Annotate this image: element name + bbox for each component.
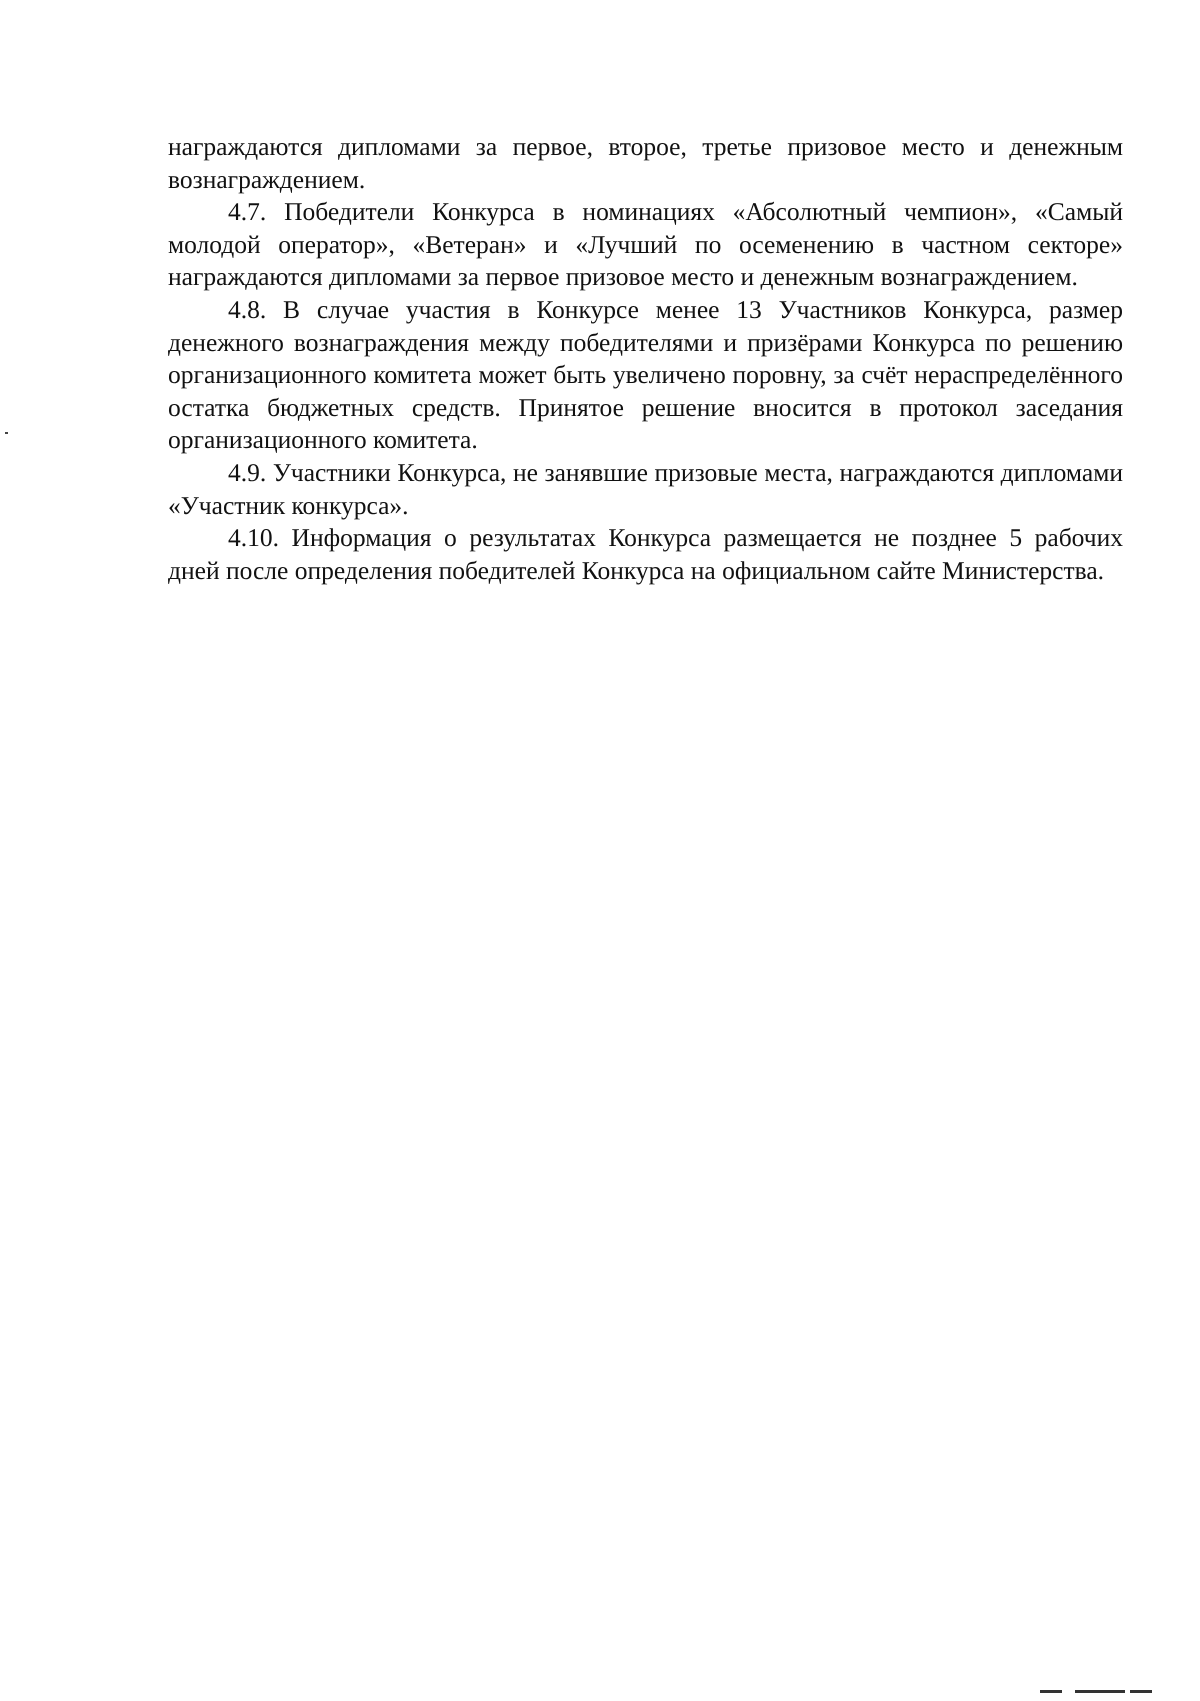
paragraph-4-8: 4.8. В случае участия в Конкурсе менее 13 Участников Конкурса, размер денежного вознаграждения между победителями и призёрами Конкурса по решению организационного комитета может быть увеличено поровну, за счёт нераспределённого остатка бюджетных средств. Принятое решение вносится в протокол заседания организационного комитета.: [168, 294, 1123, 455]
scan-artifact-mark: [1040, 1690, 1062, 1693]
document-body: [168, 131, 1123, 587]
scan-artifact-dot: [5, 432, 8, 434]
paragraph-continuation: награждаются дипломами за первое, второе, третье призовое место и денежным вознаграждением.: [168, 132, 1123, 194]
paragraph-4-7: 4.7. Победители Конкурса в номинациях «Абсолютный чемпион», «Самый молодой оператор», «Ветеран» и «Лучший по осеменению в частном секторе» награждаются дипломами за первое призовое место и денежным вознаграждением.: [168, 197, 1123, 292]
scan-artifact-mark: [1075, 1690, 1125, 1693]
paragraph-4-10: 4.10. Информация о результатах Конкурса размещается не позднее 5 рабочих дней после определения победителей Конкурса на официальном сайте Министерства.: [168, 523, 1123, 585]
paragraph-4-9: 4.9. Участники Конкурса, не занявшие призовые места, награждаются дипломами «Участник конкурса».: [168, 457, 1123, 520]
scan-artifact-mark: [1130, 1690, 1152, 1693]
